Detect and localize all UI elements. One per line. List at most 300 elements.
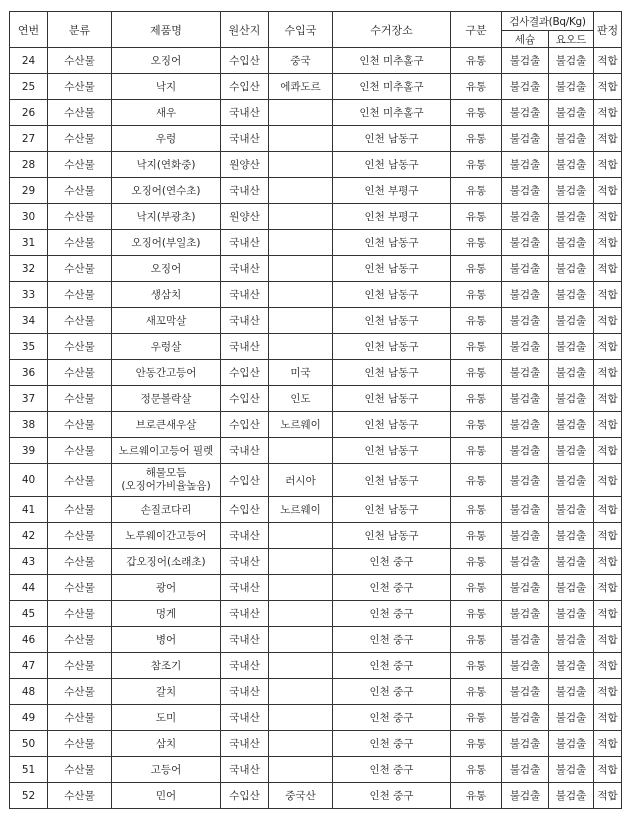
cell-category: 수산물 — [48, 438, 112, 464]
table-row — [10, 126, 622, 152]
cell-product: 갈치 — [112, 679, 221, 705]
cell-origin: 국내산 — [221, 627, 269, 653]
cell-import-country — [269, 100, 333, 126]
cell-iodine: 불검출 — [549, 230, 594, 256]
cell-origin: 국내산 — [221, 230, 269, 256]
cell-verdict: 적합 — [594, 575, 622, 601]
cell-type: 유통 — [451, 334, 502, 360]
cell-product: 낙지(부광초) — [112, 204, 221, 230]
cell-cesium: 불검출 — [502, 575, 549, 601]
cell-no: 52 — [10, 783, 48, 809]
cell-origin: 국내산 — [221, 308, 269, 334]
cell-location: 인천 중구 — [333, 549, 451, 575]
cell-cesium: 불검출 — [502, 783, 549, 809]
cell-iodine: 불검출 — [549, 601, 594, 627]
header-import-country: 수입국 — [269, 12, 333, 48]
cell-category: 수산물 — [48, 230, 112, 256]
cell-import-country — [269, 438, 333, 464]
cell-category: 수산물 — [48, 705, 112, 731]
cell-origin: 수입산 — [221, 464, 269, 497]
cell-product: 광어 — [112, 575, 221, 601]
table-row — [10, 256, 622, 282]
header-location: 수거장소 — [333, 12, 451, 48]
cell-origin: 수입산 — [221, 74, 269, 100]
cell-category: 수산물 — [48, 549, 112, 575]
cell-cesium: 불검출 — [502, 601, 549, 627]
cell-cesium: 불검출 — [502, 679, 549, 705]
cell-import-country — [269, 679, 333, 705]
cell-import-country — [269, 126, 333, 152]
cell-origin: 수입산 — [221, 783, 269, 809]
table-row — [10, 549, 622, 575]
cell-type: 유통 — [451, 497, 502, 523]
table-row — [10, 783, 622, 809]
cell-no: 34 — [10, 308, 48, 334]
cell-iodine: 불검출 — [549, 438, 594, 464]
header-iodine: 요오드 — [549, 31, 594, 48]
cell-verdict: 적합 — [594, 653, 622, 679]
cell-product: 새꼬막살 — [112, 308, 221, 334]
cell-import-country: 중국산 — [269, 783, 333, 809]
cell-cesium: 불검출 — [502, 731, 549, 757]
cell-import-country: 중국 — [269, 48, 333, 74]
cell-no: 28 — [10, 152, 48, 178]
cell-import-country — [269, 601, 333, 627]
cell-location: 인천 남동구 — [333, 464, 451, 497]
cell-type: 유통 — [451, 178, 502, 204]
cell-origin: 국내산 — [221, 731, 269, 757]
cell-verdict: 적합 — [594, 705, 622, 731]
cell-product: 오징어(연수초) — [112, 178, 221, 204]
cell-verdict: 적합 — [594, 178, 622, 204]
cell-no: 25 — [10, 74, 48, 100]
cell-no: 51 — [10, 757, 48, 783]
cell-category: 수산물 — [48, 575, 112, 601]
cell-import-country — [269, 334, 333, 360]
header-verdict: 판정 — [594, 12, 622, 48]
table-body — [10, 48, 622, 809]
cell-type: 유통 — [451, 100, 502, 126]
cell-category: 수산물 — [48, 412, 112, 438]
table-row — [10, 627, 622, 653]
cell-iodine: 불검출 — [549, 627, 594, 653]
cell-location: 인천 부평구 — [333, 204, 451, 230]
cell-product: 오징어(부일초) — [112, 230, 221, 256]
cell-product: 낙지(연화중) — [112, 152, 221, 178]
cell-import-country — [269, 731, 333, 757]
cell-product: 갑오징어(소래초) — [112, 549, 221, 575]
cell-category: 수산물 — [48, 497, 112, 523]
cell-location: 인천 중구 — [333, 627, 451, 653]
cell-product: 삼치 — [112, 731, 221, 757]
cell-import-country — [269, 282, 333, 308]
cell-import-country — [269, 256, 333, 282]
cell-verdict: 적합 — [594, 126, 622, 152]
cell-no: 31 — [10, 230, 48, 256]
cell-location: 인천 남동구 — [333, 126, 451, 152]
cell-product: 우렁살 — [112, 334, 221, 360]
cell-no: 46 — [10, 627, 48, 653]
cell-location: 인천 남동구 — [333, 282, 451, 308]
cell-iodine: 불검출 — [549, 204, 594, 230]
cell-no: 37 — [10, 386, 48, 412]
cell-origin: 국내산 — [221, 523, 269, 549]
header-no: 연번 — [10, 12, 48, 48]
cell-iodine: 불검출 — [549, 152, 594, 178]
cell-location: 인천 중구 — [333, 653, 451, 679]
cell-cesium: 불검출 — [502, 282, 549, 308]
cell-location: 인천 중구 — [333, 601, 451, 627]
cell-cesium: 불검출 — [502, 308, 549, 334]
cell-location: 인천 미추홀구 — [333, 48, 451, 74]
cell-no: 41 — [10, 497, 48, 523]
cell-product: 정문볼락살 — [112, 386, 221, 412]
cell-location: 인천 남동구 — [333, 386, 451, 412]
cell-cesium: 불검출 — [502, 627, 549, 653]
cell-type: 유통 — [451, 74, 502, 100]
cell-import-country — [269, 230, 333, 256]
cell-iodine: 불검출 — [549, 126, 594, 152]
cell-type: 유통 — [451, 783, 502, 809]
cell-import-country — [269, 653, 333, 679]
cell-origin: 국내산 — [221, 653, 269, 679]
cell-location: 인천 남동구 — [333, 438, 451, 464]
cell-verdict: 적합 — [594, 464, 622, 497]
cell-location: 인천 남동구 — [333, 523, 451, 549]
table-row — [10, 178, 622, 204]
cell-type: 유통 — [451, 549, 502, 575]
table-row — [10, 523, 622, 549]
cell-category: 수산물 — [48, 757, 112, 783]
table-row — [10, 464, 622, 497]
cell-verdict: 적합 — [594, 731, 622, 757]
header-type: 구분 — [451, 12, 502, 48]
cell-no: 49 — [10, 705, 48, 731]
table-row — [10, 152, 622, 178]
header-result-group: 검사결과(Bq/Kg) — [502, 12, 594, 31]
cell-location: 인천 중구 — [333, 705, 451, 731]
cell-no: 24 — [10, 48, 48, 74]
cell-product: 고등어 — [112, 757, 221, 783]
table-row — [10, 204, 622, 230]
cell-cesium: 불검출 — [502, 334, 549, 360]
cell-location: 인천 중구 — [333, 575, 451, 601]
cell-origin: 국내산 — [221, 100, 269, 126]
cell-verdict: 적합 — [594, 204, 622, 230]
cell-category: 수산물 — [48, 74, 112, 100]
cell-no: 40 — [10, 464, 48, 497]
table-row — [10, 48, 622, 74]
cell-type: 유통 — [451, 731, 502, 757]
cell-cesium: 불검출 — [502, 523, 549, 549]
cell-type: 유통 — [451, 464, 502, 497]
cell-category: 수산물 — [48, 601, 112, 627]
cell-category: 수산물 — [48, 152, 112, 178]
cell-import-country — [269, 152, 333, 178]
cell-location: 인천 중구 — [333, 757, 451, 783]
cell-cesium: 불검출 — [502, 204, 549, 230]
cell-cesium: 불검출 — [502, 386, 549, 412]
cell-iodine: 불검출 — [549, 549, 594, 575]
table-row — [10, 100, 622, 126]
cell-no: 39 — [10, 438, 48, 464]
cell-origin: 국내산 — [221, 575, 269, 601]
table-row — [10, 308, 622, 334]
cell-product: 병어 — [112, 627, 221, 653]
cell-location: 인천 남동구 — [333, 256, 451, 282]
cell-location: 인천 남동구 — [333, 497, 451, 523]
cell-location: 인천 부평구 — [333, 178, 451, 204]
cell-origin: 수입산 — [221, 412, 269, 438]
cell-cesium: 불검출 — [502, 549, 549, 575]
header-product: 제품명 — [112, 12, 221, 48]
cell-type: 유통 — [451, 438, 502, 464]
cell-verdict: 적합 — [594, 230, 622, 256]
cell-product: 손질코다리 — [112, 497, 221, 523]
table-row — [10, 412, 622, 438]
cell-product: 도미 — [112, 705, 221, 731]
cell-type: 유통 — [451, 679, 502, 705]
cell-type: 유통 — [451, 575, 502, 601]
cell-iodine: 불검출 — [549, 178, 594, 204]
cell-origin: 수입산 — [221, 48, 269, 74]
cell-iodine: 불검출 — [549, 308, 594, 334]
cell-product: 브로큰새우살 — [112, 412, 221, 438]
cell-origin: 국내산 — [221, 438, 269, 464]
cell-type: 유통 — [451, 386, 502, 412]
cell-origin: 국내산 — [221, 126, 269, 152]
cell-type: 유통 — [451, 256, 502, 282]
cell-import-country — [269, 523, 333, 549]
cell-origin: 국내산 — [221, 178, 269, 204]
cell-no: 36 — [10, 360, 48, 386]
table-row — [10, 334, 622, 360]
cell-iodine: 불검출 — [549, 282, 594, 308]
cell-cesium: 불검출 — [502, 74, 549, 100]
cell-iodine: 불검출 — [549, 653, 594, 679]
cell-origin: 국내산 — [221, 679, 269, 705]
cell-verdict: 적합 — [594, 757, 622, 783]
cell-no: 33 — [10, 282, 48, 308]
cell-type: 유통 — [451, 653, 502, 679]
document-page — [9, 11, 622, 809]
cell-location: 인천 남동구 — [333, 412, 451, 438]
cell-iodine: 불검출 — [549, 705, 594, 731]
cell-type: 유통 — [451, 282, 502, 308]
cell-type: 유통 — [451, 48, 502, 74]
cell-origin: 국내산 — [221, 256, 269, 282]
cell-cesium: 불검출 — [502, 438, 549, 464]
table-row — [10, 386, 622, 412]
cell-type: 유통 — [451, 757, 502, 783]
cell-category: 수산물 — [48, 653, 112, 679]
cell-location: 인천 중구 — [333, 783, 451, 809]
cell-product: 생삼치 — [112, 282, 221, 308]
cell-iodine: 불검출 — [549, 256, 594, 282]
cell-no: 42 — [10, 523, 48, 549]
cell-location: 인천 남동구 — [333, 230, 451, 256]
table-row — [10, 438, 622, 464]
cell-verdict: 적합 — [594, 438, 622, 464]
table-row — [10, 74, 622, 100]
cell-no: 38 — [10, 412, 48, 438]
cell-no: 44 — [10, 575, 48, 601]
cell-import-country: 노르웨이 — [269, 497, 333, 523]
cell-no: 50 — [10, 731, 48, 757]
cell-cesium: 불검출 — [502, 464, 549, 497]
cell-no: 27 — [10, 126, 48, 152]
cell-cesium: 불검출 — [502, 256, 549, 282]
cell-import-country: 러시아 — [269, 464, 333, 497]
cell-import-country — [269, 757, 333, 783]
cell-cesium: 불검출 — [502, 100, 549, 126]
cell-verdict: 적합 — [594, 497, 622, 523]
cell-origin: 국내산 — [221, 549, 269, 575]
cell-type: 유통 — [451, 412, 502, 438]
cell-no: 35 — [10, 334, 48, 360]
cell-origin: 수입산 — [221, 497, 269, 523]
cell-verdict: 적합 — [594, 386, 622, 412]
cell-import-country — [269, 308, 333, 334]
cell-product: 해물모듬 (오징어가비율높음) — [112, 464, 221, 497]
cell-import-country — [269, 627, 333, 653]
cell-import-country: 인도 — [269, 386, 333, 412]
cell-type: 유통 — [451, 152, 502, 178]
cell-import-country: 에콰도르 — [269, 74, 333, 100]
cell-location: 인천 미추홀구 — [333, 74, 451, 100]
cell-product: 안동간고등어 — [112, 360, 221, 386]
cell-cesium: 불검출 — [502, 178, 549, 204]
table-header — [10, 12, 622, 48]
cell-category: 수산물 — [48, 256, 112, 282]
cell-type: 유통 — [451, 126, 502, 152]
cell-verdict: 적합 — [594, 679, 622, 705]
cell-location: 인천 남동구 — [333, 308, 451, 334]
cell-product: 오징어 — [112, 48, 221, 74]
cell-iodine: 불검출 — [549, 74, 594, 100]
cell-iodine: 불검출 — [549, 360, 594, 386]
cell-origin: 수입산 — [221, 360, 269, 386]
cell-import-country: 노르웨이 — [269, 412, 333, 438]
cell-category: 수산물 — [48, 204, 112, 230]
cell-iodine: 불검출 — [549, 464, 594, 497]
table-row — [10, 282, 622, 308]
cell-type: 유통 — [451, 204, 502, 230]
cell-category: 수산물 — [48, 783, 112, 809]
header-origin: 원산지 — [221, 12, 269, 48]
cell-verdict: 적합 — [594, 627, 622, 653]
cell-import-country — [269, 178, 333, 204]
cell-category: 수산물 — [48, 178, 112, 204]
cell-verdict: 적합 — [594, 74, 622, 100]
cell-origin: 원양산 — [221, 204, 269, 230]
cell-cesium: 불검출 — [502, 126, 549, 152]
cell-product: 노루웨이간고등어 — [112, 523, 221, 549]
cell-no: 43 — [10, 549, 48, 575]
cell-origin: 수입산 — [221, 386, 269, 412]
header-cesium: 세슘 — [502, 31, 549, 48]
cell-product: 멍게 — [112, 601, 221, 627]
cell-product: 새우 — [112, 100, 221, 126]
cell-location: 인천 남동구 — [333, 360, 451, 386]
cell-no: 30 — [10, 204, 48, 230]
cell-verdict: 적합 — [594, 282, 622, 308]
cell-category: 수산물 — [48, 523, 112, 549]
cell-no: 32 — [10, 256, 48, 282]
cell-origin: 국내산 — [221, 334, 269, 360]
cell-cesium: 불검출 — [502, 705, 549, 731]
cell-verdict: 적합 — [594, 523, 622, 549]
cell-no: 29 — [10, 178, 48, 204]
cell-verdict: 적합 — [594, 48, 622, 74]
cell-type: 유통 — [451, 627, 502, 653]
cell-location: 인천 남동구 — [333, 152, 451, 178]
cell-iodine: 불검출 — [549, 497, 594, 523]
table-row — [10, 705, 622, 731]
cell-verdict: 적합 — [594, 783, 622, 809]
table-row — [10, 731, 622, 757]
cell-type: 유통 — [451, 601, 502, 627]
cell-verdict: 적합 — [594, 360, 622, 386]
cell-type: 유통 — [451, 523, 502, 549]
cell-no: 45 — [10, 601, 48, 627]
cell-iodine: 불검출 — [549, 757, 594, 783]
cell-category: 수산물 — [48, 627, 112, 653]
cell-iodine: 불검출 — [549, 679, 594, 705]
cell-product: 민어 — [112, 783, 221, 809]
cell-cesium: 불검출 — [502, 360, 549, 386]
cell-cesium: 불검출 — [502, 230, 549, 256]
table-row — [10, 497, 622, 523]
cell-origin: 국내산 — [221, 705, 269, 731]
cell-category: 수산물 — [48, 464, 112, 497]
cell-cesium: 불검출 — [502, 412, 549, 438]
cell-type: 유통 — [451, 360, 502, 386]
cell-location: 인천 중구 — [333, 731, 451, 757]
cell-verdict: 적합 — [594, 256, 622, 282]
table-row — [10, 230, 622, 256]
cell-no: 47 — [10, 653, 48, 679]
cell-iodine: 불검출 — [549, 523, 594, 549]
table-row — [10, 575, 622, 601]
cell-verdict: 적합 — [594, 412, 622, 438]
cell-category: 수산물 — [48, 386, 112, 412]
cell-iodine: 불검출 — [549, 412, 594, 438]
inspection-results-table — [9, 11, 622, 809]
cell-category: 수산물 — [48, 126, 112, 152]
cell-product: 오징어 — [112, 256, 221, 282]
cell-product: 우렁 — [112, 126, 221, 152]
cell-location: 인천 미추홀구 — [333, 100, 451, 126]
cell-no: 48 — [10, 679, 48, 705]
cell-product: 노르웨이고등어 필렛 — [112, 438, 221, 464]
cell-origin: 국내산 — [221, 757, 269, 783]
cell-type: 유통 — [451, 705, 502, 731]
cell-cesium: 불검출 — [502, 757, 549, 783]
cell-category: 수산물 — [48, 308, 112, 334]
cell-location: 인천 남동구 — [333, 334, 451, 360]
cell-verdict: 적합 — [594, 549, 622, 575]
cell-verdict: 적합 — [594, 334, 622, 360]
cell-import-country — [269, 204, 333, 230]
cell-verdict: 적합 — [594, 152, 622, 178]
cell-iodine: 불검출 — [549, 575, 594, 601]
cell-cesium: 불검출 — [502, 653, 549, 679]
cell-origin: 국내산 — [221, 282, 269, 308]
cell-iodine: 불검출 — [549, 100, 594, 126]
cell-type: 유통 — [451, 308, 502, 334]
cell-iodine: 불검출 — [549, 783, 594, 809]
